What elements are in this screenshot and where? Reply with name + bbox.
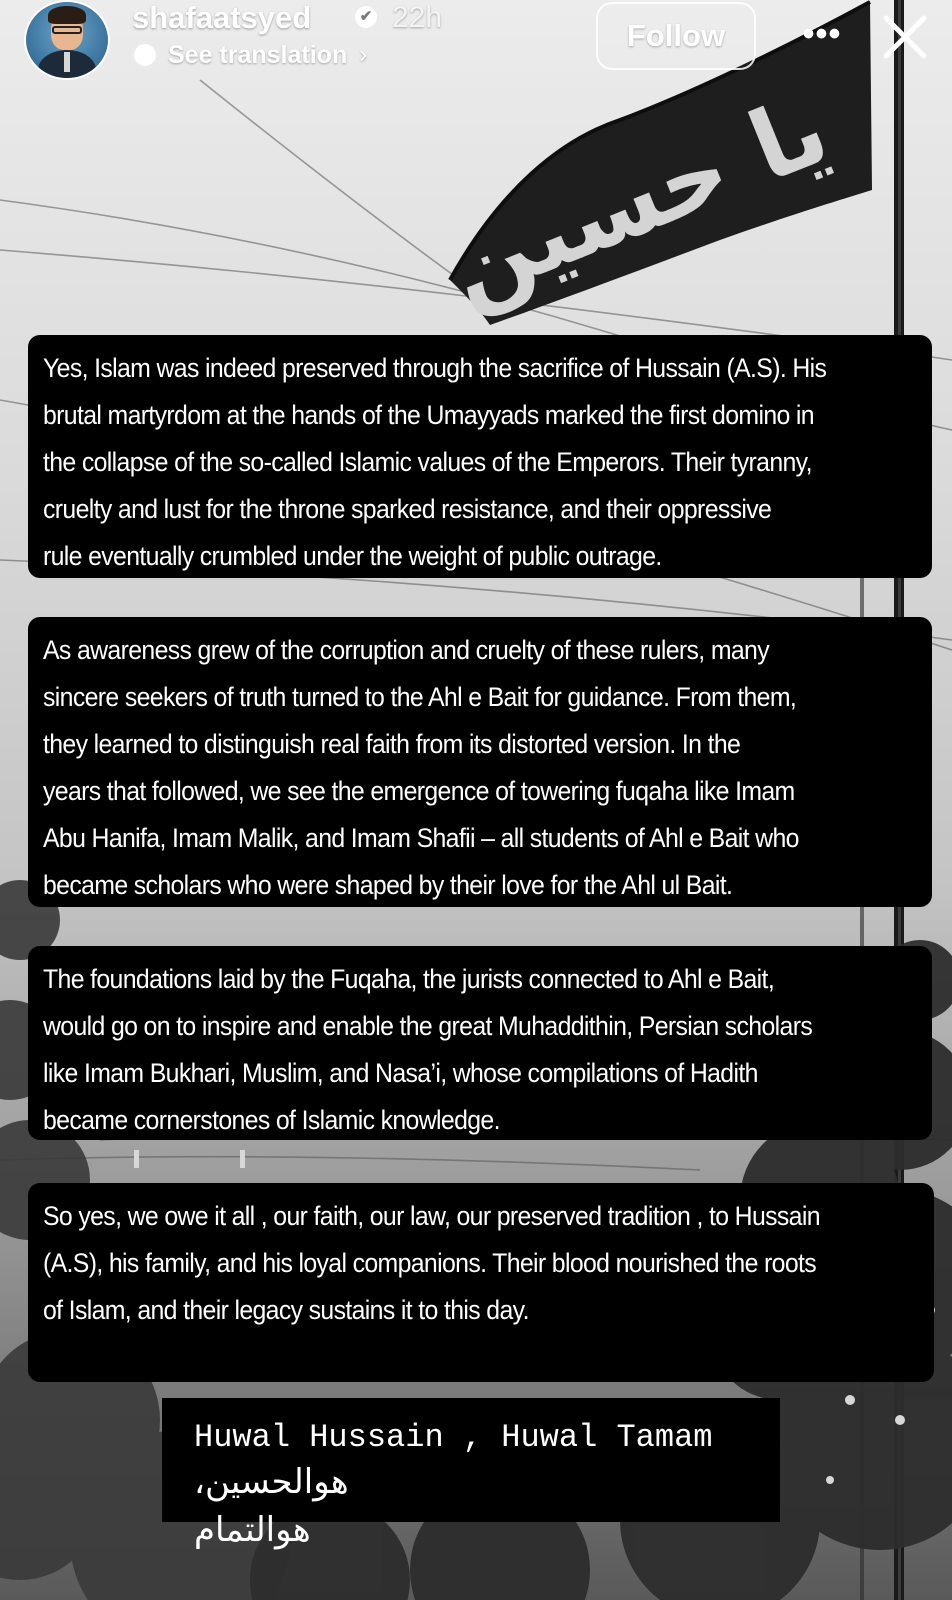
see-translation-link[interactable] — [134, 40, 367, 70]
text-line: cruelty and lust for the throne sparked resistance, and their oppressive — [43, 494, 772, 524]
username[interactable]: shafaatsyed — [132, 0, 312, 35]
signature-arabic: هوالحسين، هوالتمام — [194, 1462, 349, 1550]
verified-badge-icon: ✔ — [355, 6, 377, 28]
text-block-4 — [28, 1183, 934, 1382]
text-line: So yes, we owe it all , our faith, our law, our preserved tradition , to Hussain — [43, 1201, 820, 1231]
post-timestamp: 22h — [392, 1, 443, 34]
text-line: Yes, Islam was indeed preserved through the sacrifice of Hussain (A.S). His — [43, 353, 827, 383]
text-line: (A.S), his family, and his loyal companions. Their blood nourished the roots — [43, 1248, 817, 1278]
text-line: became cornerstones of Islamic knowledge. — [43, 1105, 500, 1135]
text-line: of Islam, and their legacy sustains it to this day. — [43, 1295, 529, 1325]
story-header — [0, 0, 952, 90]
text-line: would go on to inspire and enable the great Muhaddithin, Persian scholars — [43, 1011, 813, 1041]
text-line: As awareness grew of the corruption and cruelty of these rulers, many — [43, 635, 769, 665]
text-line: became scholars who were shaped by their love for the Ahl ul Bait. — [43, 870, 733, 900]
avatar[interactable] — [24, 0, 110, 80]
text-line: brutal martyrdom at the hands of the Umayyads marked the first domino in — [43, 400, 814, 430]
chevron-right-icon: › — [359, 41, 368, 68]
text-block-3 — [28, 946, 932, 1140]
signature-block — [162, 1398, 780, 1550]
close-icon[interactable] — [880, 12, 930, 62]
text-block-2 — [28, 617, 932, 907]
follow-button[interactable]: Follow — [596, 2, 756, 70]
signature-latin: Huwal Hussain , Huwal Tamam — [194, 1419, 713, 1456]
text-line: sincere seekers of truth turned to the Ahl e Bait for guidance. From them, — [43, 682, 797, 712]
text-line: the collapse of the so-called Islamic values of the Emperors. Their tyranny, — [43, 447, 812, 477]
text-line: Abu Hanifa, Imam Malik, and Imam Shafii – all students of Ahl e Bait who — [43, 823, 799, 853]
text-line: like Imam Bukhari, Muslim, and Nasa’i, whose compilations of Hadith — [43, 1058, 758, 1088]
more-options-icon[interactable]: ••• — [802, 15, 842, 53]
text-line: rule eventually crumbled under the weight of public outrage. — [43, 541, 662, 571]
text-line: The foundations laid by the Fuqaha, the jurists connected to Ahl e Bait, — [43, 964, 775, 994]
text-line: years that followed, we see the emergence of towering fuqaha like Imam — [43, 776, 795, 806]
flag-inscription: یا حسین — [432, 72, 844, 326]
text-line: they learned to distinguish real faith from its distorted version. In the — [43, 729, 741, 759]
text-block-1 — [28, 335, 932, 578]
see-translation-label: See translation — [168, 40, 348, 69]
globe-icon — [134, 44, 156, 66]
